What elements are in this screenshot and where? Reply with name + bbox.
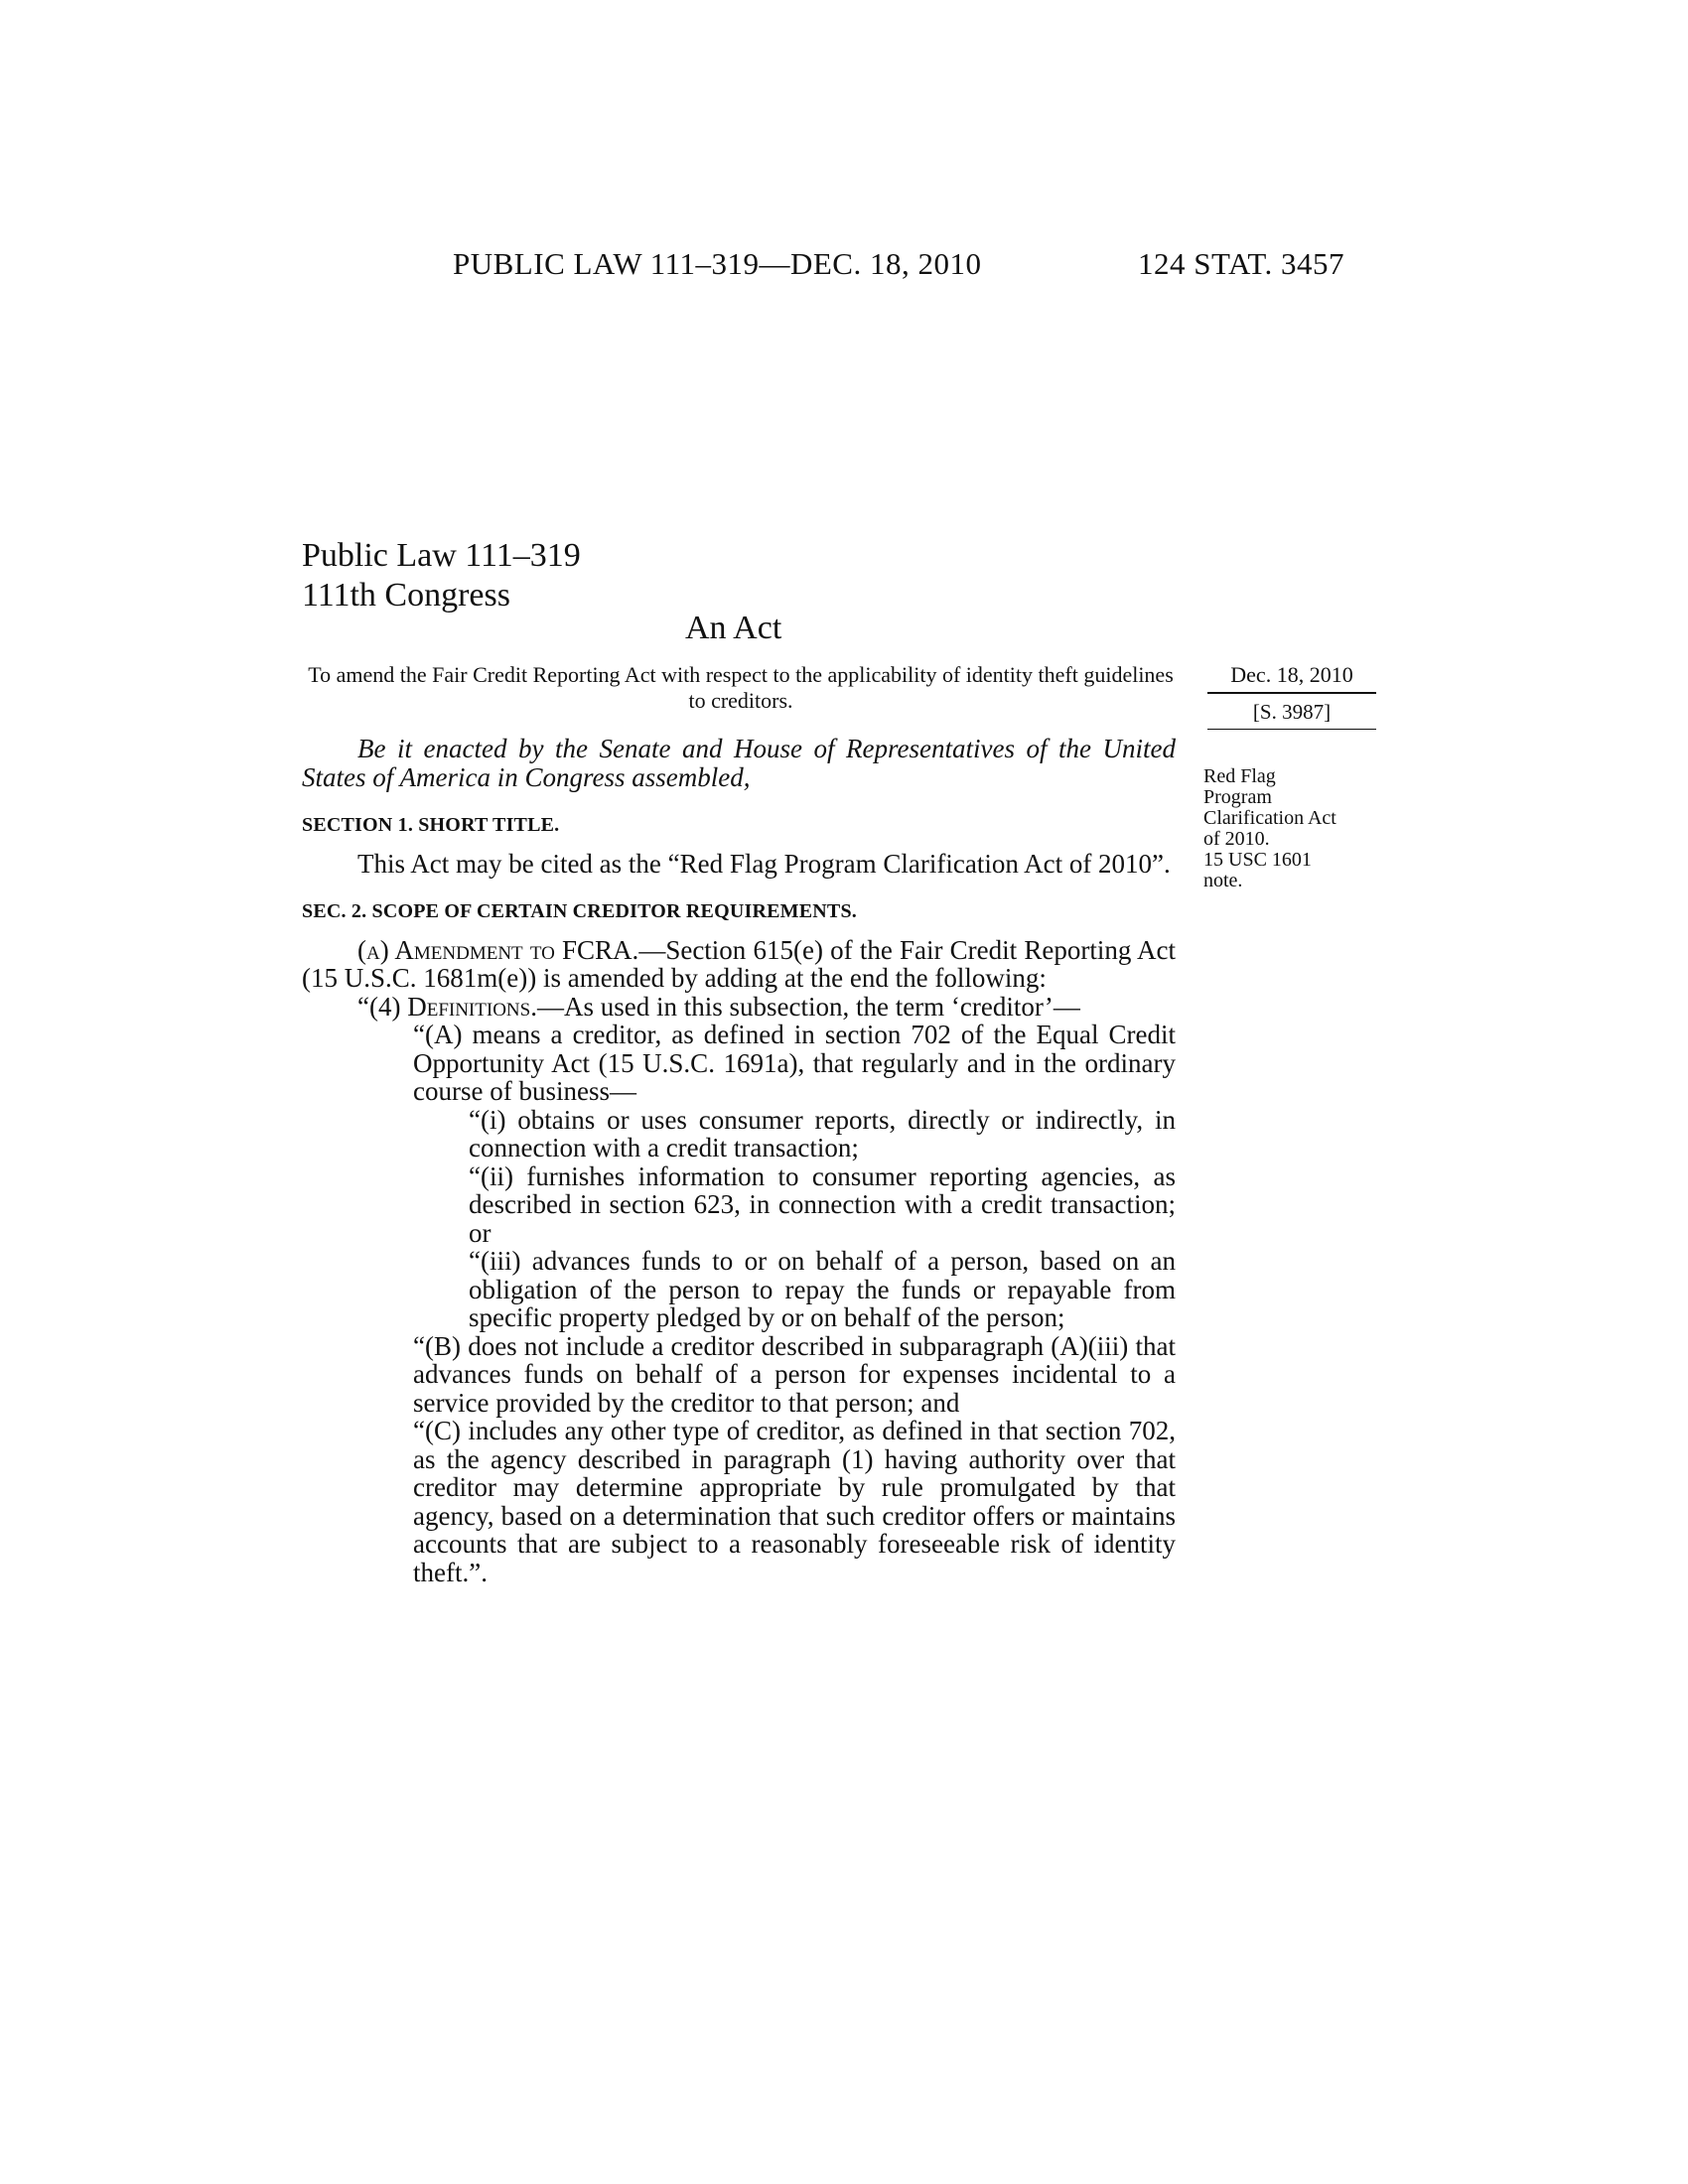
bill-number: [S. 3987] — [1252, 700, 1332, 724]
subparagraph-a: “(A) means a creditor, as defined in section 702 of the Equal Credit Opportunity Act (15 U.S.C. 1691a), that regularly and in the ordinary course of business— — [413, 1020, 1176, 1106]
paragraph-4 — [357, 993, 1176, 1022]
running-header-left: PUBLIC LAW 111–319—DEC. 18, 2010 — [453, 246, 982, 281]
enactment-sidebar — [1207, 662, 1376, 730]
section-2-heading: SEC. 2. SCOPE OF CERTAIN CREDITOR REQUIREMENTS. — [302, 900, 857, 922]
purpose-statement: To amend the Fair Credit Reporting Act with respect to the applicability of identity theft guidelines to creditors. — [308, 662, 1174, 713]
paragraph-4-text: —As used in this subsection, the term ‘creditor’— — [536, 991, 1080, 1022]
section-1-heading: SECTION 1. SHORT TITLE. — [302, 814, 560, 836]
margin-note-line: 15 USC 1601 — [1203, 849, 1312, 871]
an-act-heading: An Act — [685, 610, 782, 646]
public-law-number: Public Law 111–319 — [302, 537, 581, 574]
subparagraph-b: “(B) does not include a creditor described in subparagraph (A)(iii) that advances funds on behalf of a person for expenses incidental to a service provided by the creditor to that person; and — [413, 1330, 1176, 1418]
section-1-text: This Act may be cited as the “Red Flag Program Clarification Act of 2010”. — [357, 848, 1171, 879]
subsection-a — [302, 936, 1176, 993]
clause-iii: “(iii) advances funds to or on behalf of a person, based on an obligation of the person to repay the funds or repayable from specific property pledged by or on behalf of the person; — [469, 1246, 1176, 1332]
sidebar-rule-bottom — [1207, 729, 1376, 730]
margin-note-line: note. — [1203, 870, 1243, 891]
running-header-right: 124 STAT. 3457 — [1138, 246, 1345, 281]
paragraph-4-label: “(4) Definitions. — [357, 991, 537, 1022]
subsection-a-label: (a) Amendment to FCRA. — [357, 934, 639, 965]
margin-note-line: Red Flag — [1203, 765, 1276, 787]
congress-number: 111th Congress — [302, 577, 510, 614]
margin-note-line: Clarification Act — [1203, 807, 1336, 829]
clause-ii: “(ii) furnishes information to consumer reporting agencies, as described in section 623, in connection with a credit transaction; or — [469, 1160, 1176, 1248]
enacting-clause: Be it enacted by the Senate and House of Representatives of the United States of America in Congress assembled, — [302, 734, 1176, 792]
subparagraph-c: “(C) includes any other type of creditor, as defined in that section 702, as the agency described in paragraph (1) having authority over that creditor may determine appropriate by rule promulgated by that agency, based on a determination that such creditor offers or maintains accounts that are subject to a reasonably foreseeable risk of identity theft.”. — [413, 1416, 1176, 1587]
margin-note-line: of 2010. — [1203, 828, 1270, 850]
act-body — [302, 735, 1176, 1586]
clause-i: “(i) obtains or uses consumer reports, directly or indirectly, in connection with a credit transaction; — [469, 1104, 1176, 1162]
margin-note — [1203, 766, 1382, 891]
subsection-a-text: —Section 615(e) of the Fair Credit Reporting Act (15 U.S.C. 1681m(e)) is amended by adding at the end the following: — [302, 934, 1177, 993]
law-identification — [302, 536, 581, 615]
sidebar-rule — [1207, 692, 1376, 694]
enactment-date: Dec. 18, 2010 — [1230, 662, 1353, 687]
margin-note-line: Program — [1203, 786, 1272, 808]
